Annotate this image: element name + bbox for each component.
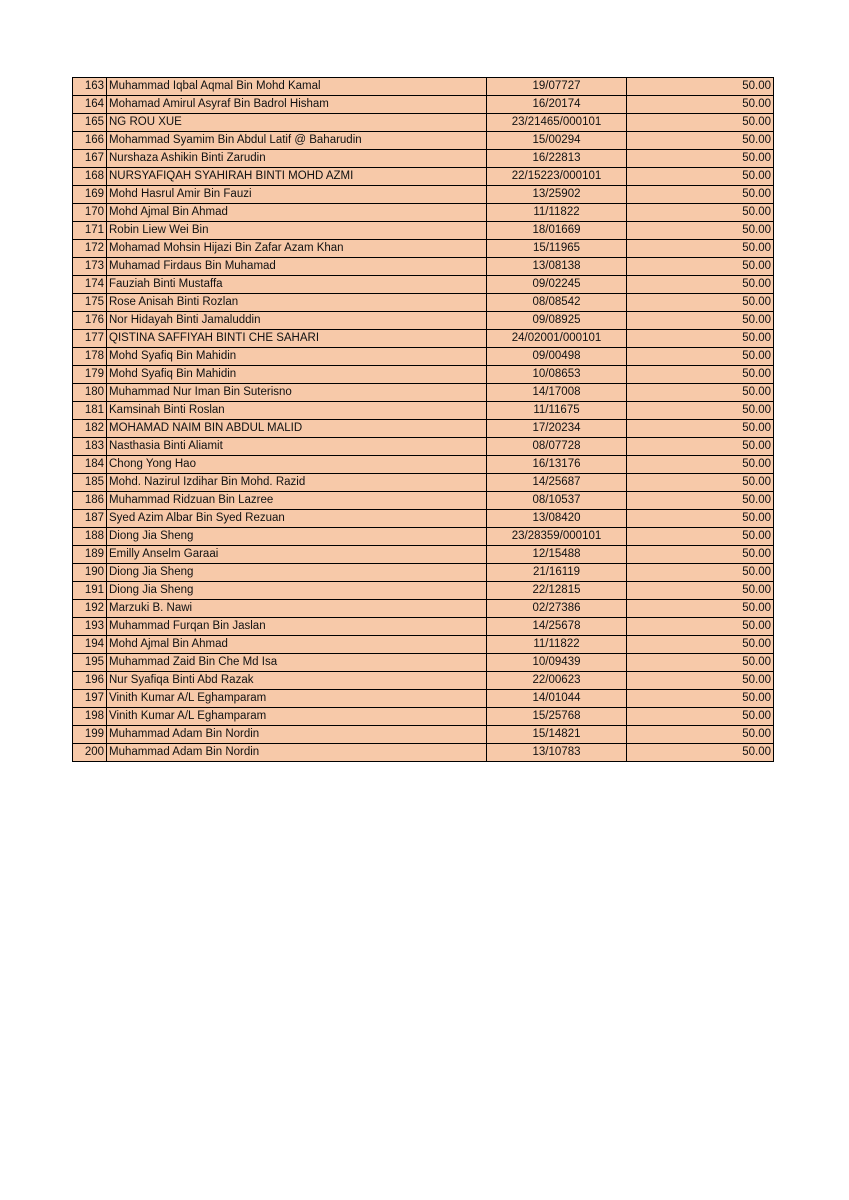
row-number-cell: 198 [73,708,107,726]
amount-cell: 50.00 [627,168,774,186]
table-row [73,330,774,348]
row-number-cell: 168 [73,168,107,186]
reference-number-cell: 10/08653 [487,366,627,384]
name-cell: Muhammad Adam Bin Nordin [107,726,487,744]
row-number-cell: 176 [73,312,107,330]
row-number-cell: 200 [73,744,107,762]
row-number-cell: 194 [73,636,107,654]
table-row [73,672,774,690]
reference-number-cell: 15/11965 [487,240,627,258]
table-row [73,204,774,222]
reference-number-cell: 23/21465/000101 [487,114,627,132]
table-row [73,114,774,132]
table-row [73,150,774,168]
reference-number-cell: 14/01044 [487,690,627,708]
reference-number-cell: 14/17008 [487,384,627,402]
table-row [73,348,774,366]
row-number-cell: 191 [73,582,107,600]
name-cell: Muhamad Firdaus Bin Muhamad [107,258,487,276]
reference-number-cell: 13/08138 [487,258,627,276]
row-number-cell: 199 [73,726,107,744]
name-cell: Muhammad Zaid Bin Che Md Isa [107,654,487,672]
reference-number-cell: 12/15488 [487,546,627,564]
amount-cell: 50.00 [627,240,774,258]
table-row [73,600,774,618]
row-number-cell: 192 [73,600,107,618]
table-row [73,294,774,312]
amount-cell: 50.00 [627,690,774,708]
name-cell: Mohamad Amirul Asyraf Bin Badrol Hisham [107,96,487,114]
reference-number-cell: 16/22813 [487,150,627,168]
reference-number-cell: 08/07728 [487,438,627,456]
reference-number-cell: 08/10537 [487,492,627,510]
table-row [73,690,774,708]
table-row [73,132,774,150]
row-number-cell: 188 [73,528,107,546]
row-number-cell: 197 [73,690,107,708]
name-cell: Mohd Syafiq Bin Mahidin [107,366,487,384]
amount-cell: 50.00 [627,294,774,312]
name-cell: Mohd Syafiq Bin Mahidin [107,348,487,366]
table-row [73,96,774,114]
reference-number-cell: 11/11822 [487,636,627,654]
table-row [73,564,774,582]
row-number-cell: 181 [73,402,107,420]
name-cell: Fauziah Binti Mustaffa [107,276,487,294]
amount-cell: 50.00 [627,420,774,438]
amount-cell: 50.00 [627,312,774,330]
reference-number-cell: 10/09439 [487,654,627,672]
name-cell: Mohd Ajmal Bin Ahmad [107,636,487,654]
amount-cell: 50.00 [627,600,774,618]
record-table-body [73,78,774,762]
amount-cell: 50.00 [627,402,774,420]
row-number-cell: 175 [73,294,107,312]
row-number-cell: 179 [73,366,107,384]
row-number-cell: 171 [73,222,107,240]
reference-number-cell: 24/02001/000101 [487,330,627,348]
row-number-cell: 164 [73,96,107,114]
name-cell: Diong Jia Sheng [107,564,487,582]
reference-number-cell: 22/12815 [487,582,627,600]
amount-cell: 50.00 [627,528,774,546]
reference-number-cell: 11/11822 [487,204,627,222]
row-number-cell: 165 [73,114,107,132]
amount-cell: 50.00 [627,384,774,402]
row-number-cell: 182 [73,420,107,438]
amount-cell: 50.00 [627,618,774,636]
amount-cell: 50.00 [627,438,774,456]
name-cell: Muhammad Furqan Bin Jaslan [107,618,487,636]
table-row [73,186,774,204]
table-row [73,312,774,330]
table-row [73,420,774,438]
reference-number-cell: 14/25687 [487,474,627,492]
table-row [73,258,774,276]
row-number-cell: 190 [73,564,107,582]
row-number-cell: 178 [73,348,107,366]
table-row [73,384,774,402]
amount-cell: 50.00 [627,708,774,726]
record-table-container [72,77,773,762]
amount-cell: 50.00 [627,744,774,762]
amount-cell: 50.00 [627,258,774,276]
table-row [73,618,774,636]
name-cell: Nur Syafiqa Binti Abd Razak [107,672,487,690]
table-row [73,744,774,762]
name-cell: Emilly Anselm Garaai [107,546,487,564]
row-number-cell: 184 [73,456,107,474]
amount-cell: 50.00 [627,366,774,384]
amount-cell: 50.00 [627,222,774,240]
name-cell: Rose Anisah Binti Rozlan [107,294,487,312]
table-row [73,276,774,294]
row-number-cell: 170 [73,204,107,222]
row-number-cell: 167 [73,150,107,168]
amount-cell: 50.00 [627,474,774,492]
reference-number-cell: 22/15223/000101 [487,168,627,186]
name-cell: Robin Liew Wei Bin [107,222,487,240]
reference-number-cell: 13/25902 [487,186,627,204]
table-row [73,402,774,420]
amount-cell: 50.00 [627,636,774,654]
name-cell: Nurshaza Ashikin Binti Zarudin [107,150,487,168]
name-cell: Muhammad Nur Iman Bin Suterisno [107,384,487,402]
amount-cell: 50.00 [627,96,774,114]
amount-cell: 50.00 [627,150,774,168]
row-number-cell: 196 [73,672,107,690]
name-cell: Muhammad Iqbal Aqmal Bin Mohd Kamal [107,78,487,96]
name-cell: Kamsinah Binti Roslan [107,402,487,420]
reference-number-cell: 14/25678 [487,618,627,636]
row-number-cell: 195 [73,654,107,672]
amount-cell: 50.00 [627,564,774,582]
amount-cell: 50.00 [627,582,774,600]
reference-number-cell: 09/08925 [487,312,627,330]
table-row [73,366,774,384]
name-cell: Mohd Hasrul Amir Bin Fauzi [107,186,487,204]
row-number-cell: 177 [73,330,107,348]
reference-number-cell: 08/08542 [487,294,627,312]
table-row [73,456,774,474]
amount-cell: 50.00 [627,456,774,474]
name-cell: Diong Jia Sheng [107,582,487,600]
table-row [73,474,774,492]
amount-cell: 50.00 [627,186,774,204]
name-cell: QISTINA SAFFIYAH BINTI CHE SAHARI [107,330,487,348]
row-number-cell: 183 [73,438,107,456]
amount-cell: 50.00 [627,510,774,528]
amount-cell: 50.00 [627,132,774,150]
name-cell: NG ROU XUE [107,114,487,132]
name-cell: Muhammad Ridzuan Bin Lazree [107,492,487,510]
table-row [73,438,774,456]
name-cell: Vinith Kumar A/L Eghamparam [107,708,487,726]
name-cell: Diong Jia Sheng [107,528,487,546]
name-cell: Mohd. Nazirul Izdihar Bin Mohd. Razid [107,474,487,492]
table-row [73,582,774,600]
name-cell: Vinith Kumar A/L Eghamparam [107,690,487,708]
name-cell: NURSYAFIQAH SYAHIRAH BINTI MOHD AZMI [107,168,487,186]
table-row [73,168,774,186]
amount-cell: 50.00 [627,330,774,348]
table-row [73,708,774,726]
name-cell: Nasthasia Binti Aliamit [107,438,487,456]
table-row [73,240,774,258]
reference-number-cell: 18/01669 [487,222,627,240]
table-row [73,654,774,672]
reference-number-cell: 16/20174 [487,96,627,114]
amount-cell: 50.00 [627,78,774,96]
reference-number-cell: 23/28359/000101 [487,528,627,546]
row-number-cell: 172 [73,240,107,258]
row-number-cell: 180 [73,384,107,402]
row-number-cell: 185 [73,474,107,492]
row-number-cell: 193 [73,618,107,636]
name-cell: MOHAMAD NAIM BIN ABDUL MALID [107,420,487,438]
name-cell: Marzuki B. Nawi [107,600,487,618]
reference-number-cell: 15/25768 [487,708,627,726]
amount-cell: 50.00 [627,672,774,690]
row-number-cell: 163 [73,78,107,96]
reference-number-cell: 22/00623 [487,672,627,690]
table-row [73,492,774,510]
table-row [73,726,774,744]
row-number-cell: 166 [73,132,107,150]
amount-cell: 50.00 [627,654,774,672]
reference-number-cell: 16/13176 [487,456,627,474]
amount-cell: 50.00 [627,204,774,222]
amount-cell: 50.00 [627,492,774,510]
name-cell: Muhammad Adam Bin Nordin [107,744,487,762]
reference-number-cell: 17/20234 [487,420,627,438]
name-cell: Mohamad Mohsin Hijazi Bin Zafar Azam Khan [107,240,487,258]
table-row [73,78,774,96]
table-row [73,510,774,528]
row-number-cell: 186 [73,492,107,510]
reference-number-cell: 09/00498 [487,348,627,366]
row-number-cell: 173 [73,258,107,276]
name-cell: Mohd Ajmal Bin Ahmad [107,204,487,222]
amount-cell: 50.00 [627,348,774,366]
table-row [73,528,774,546]
reference-number-cell: 11/11675 [487,402,627,420]
name-cell: Chong Yong Hao [107,456,487,474]
table-row [73,222,774,240]
reference-number-cell: 02/27386 [487,600,627,618]
amount-cell: 50.00 [627,114,774,132]
table-row [73,636,774,654]
reference-number-cell: 13/08420 [487,510,627,528]
row-number-cell: 169 [73,186,107,204]
amount-cell: 50.00 [627,546,774,564]
reference-number-cell: 21/16119 [487,564,627,582]
reference-number-cell: 15/14821 [487,726,627,744]
name-cell: Mohammad Syamim Bin Abdul Latif @ Baharudin [107,132,487,150]
row-number-cell: 174 [73,276,107,294]
reference-number-cell: 15/00294 [487,132,627,150]
amount-cell: 50.00 [627,276,774,294]
reference-number-cell: 09/02245 [487,276,627,294]
table-row [73,546,774,564]
record-table [72,77,774,762]
amount-cell: 50.00 [627,726,774,744]
reference-number-cell: 19/07727 [487,78,627,96]
row-number-cell: 187 [73,510,107,528]
name-cell: Syed Azim Albar Bin Syed Rezuan [107,510,487,528]
row-number-cell: 189 [73,546,107,564]
name-cell: Nor Hidayah Binti Jamaluddin [107,312,487,330]
reference-number-cell: 13/10783 [487,744,627,762]
